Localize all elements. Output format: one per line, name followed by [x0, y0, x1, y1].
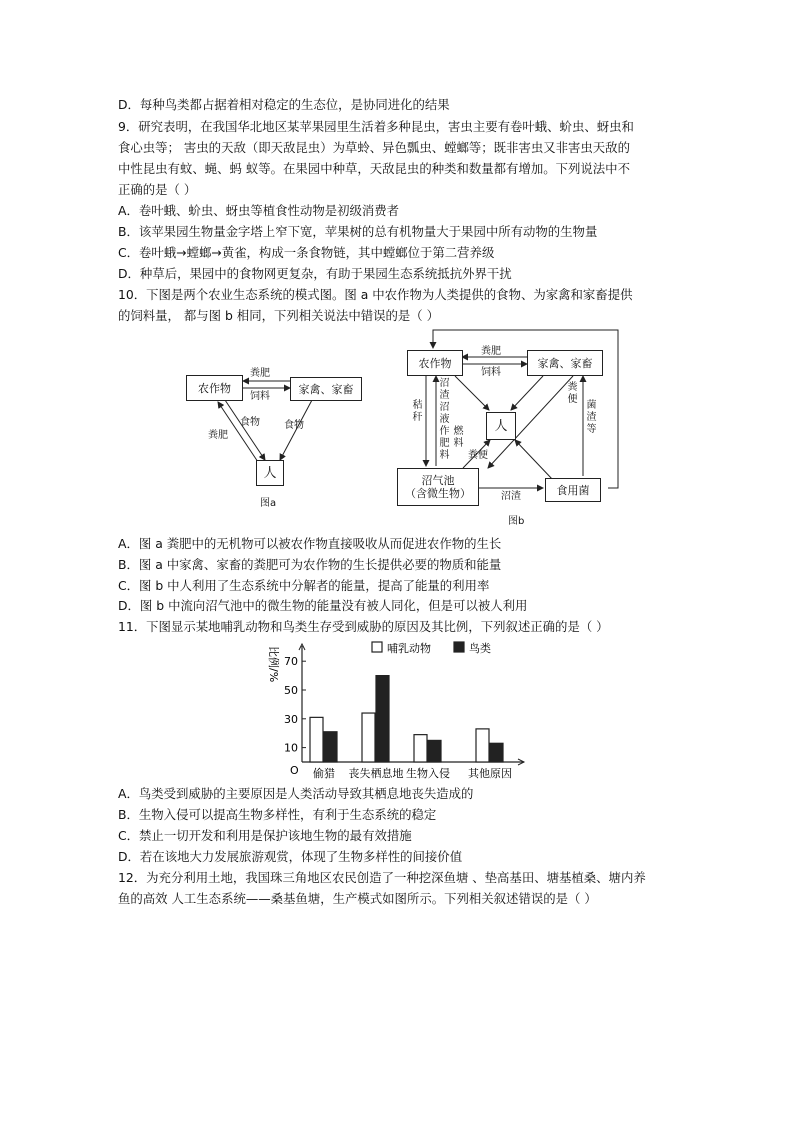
box-biogas [397, 468, 479, 506]
bar-bird [428, 740, 441, 762]
origin-label: O [290, 764, 299, 777]
text-line: 中性昆虫有蚊、蝇、蚂 蚁等。在果园中种草，天敌昆虫的种类和数量都有增加。下列说法中不 [118, 161, 630, 176]
text-line: C．卷叶蛾→螳螂→黄雀，构成一条食物链，其中螳螂位于第二营养级 [118, 245, 495, 260]
text-line: 10．下图是两个农业生态系统的模式图。图 a 中农作物为人类提供的食物、为家禽和家畜提供 [118, 287, 633, 302]
box-human: 人 [256, 460, 284, 486]
text-line: B．生物入侵可以提高生物多样性，有利于生态系统的稳定 [118, 807, 437, 822]
text-line: A．鸟类受到威胁的主要原因是人类活动导致其栖息地丧失造成的 [118, 786, 474, 801]
text-line: C．禁止一切开发和利用是保护该地生物的最有效措施 [118, 828, 412, 843]
box-fungi: 食用菌 [545, 478, 601, 502]
bar-mammal [310, 717, 323, 762]
text-line: A．卷叶蛾、蚧虫、蚜虫等植食性动物是初级消费者 [118, 203, 400, 218]
label-food-left: 食物 [240, 417, 260, 428]
legend-label: 哺乳动物 [387, 642, 431, 655]
biogas-label: 沼气池 [421, 474, 455, 487]
label-feces-right: 粪便 [567, 382, 578, 405]
label-feed: 饲料 [481, 367, 501, 378]
x-tick-label: 其他原因 [468, 767, 512, 780]
label-food-right: 食物 [284, 420, 304, 431]
bar-mammal [414, 735, 427, 762]
box-livestock: 家禽、家畜 [290, 377, 362, 401]
label-straw: 秸秆 [412, 400, 423, 423]
x-tick-label: 丧失栖息地 [348, 767, 404, 780]
caption-b: 图b [508, 516, 525, 527]
biogas-sublabel: （含微生物） [405, 487, 471, 500]
text-line: D．种草后，果园中的食物网更复杂，有助于果园生态系统抵抗外界干扰 [118, 266, 512, 281]
text-line: 12．为充分利用土地，我国珠三角地区农民创造了一种挖深鱼塘 、垫高基田、塘基植桑、塘内养 [118, 870, 646, 885]
legend-swatch [454, 642, 464, 652]
text-line: 鱼的高效 人工生态系统——桑基鱼塘，生产模式如图所示。下列相关叙述错误的是（ ） [118, 891, 597, 906]
label-mushroom-residue: 菌渣等 [586, 400, 597, 435]
text-line: 的饲料量， 都与图 b 相同，下列相关说法中错误的是（ ） [118, 308, 439, 323]
box-crops: 农作物 [186, 375, 243, 401]
bar-bird [376, 676, 389, 762]
x-tick-label: 生物入侵 [406, 767, 450, 780]
text-line: C．图 b 中人利用了生态系统中分解者的能量，提高了能量的利用率 [118, 578, 490, 593]
bar-bird [490, 743, 503, 762]
y-axis-label: 比例/% [267, 646, 280, 683]
label-feed: 饲料 [250, 391, 270, 402]
x-tick-label: 偷猎 [313, 767, 335, 780]
text-line: 11．下图显示某地哺乳动物和鸟类生存受到威胁的原因及其比例，下列叙述正确的是（ ） [118, 619, 609, 634]
y-tick-label: 10 [284, 741, 298, 755]
y-tick-label: 30 [284, 712, 298, 726]
legend-swatch [372, 642, 382, 652]
label-residue-bottom: 沼渣 [501, 491, 521, 502]
text-line: 正确的是（ ） [118, 182, 197, 197]
diagram-a [180, 360, 370, 515]
bar-bird [324, 732, 337, 762]
bar-chart [262, 636, 537, 784]
box-livestock: 家禽、家畜 [527, 350, 603, 376]
label-manure: 粪肥 [481, 346, 501, 357]
label-fuel: 燃料 [453, 426, 464, 449]
text-line: D．每种鸟类都占据着相对稳定的生态位，是协同进化的结果 [118, 97, 450, 112]
text-line: A．图 a 粪肥中的无机物可以被农作物直接吸收从而促进农作物的生长 [118, 536, 502, 551]
text-line: B．图 a 中家禽、家畜的粪肥可为农作物的生长提供必要的物质和能量 [118, 557, 502, 572]
chart-svg [262, 636, 537, 784]
text-line: B．该苹果园生物量金字塔上窄下宽，苹果树的总有机物量大于果园中所有动物的生物量 [118, 224, 598, 239]
caption-a: 图a [260, 498, 277, 509]
bar-mammal [476, 729, 489, 762]
y-tick-label: 70 [284, 655, 298, 669]
text-line: 9．研究表明，在我国华北地区某苹果园里生活着多种昆虫，害虫主要有卷叶蛾、蚧虫、蚜虫和 [118, 119, 634, 134]
label-residue-fertilizer: 沼渣沼液作肥料 [439, 378, 450, 461]
diagram-b [393, 328, 623, 528]
box-crops: 农作物 [407, 350, 463, 376]
bar-mammal [362, 713, 375, 762]
legend-label: 鸟类 [469, 642, 491, 655]
box-human: 人 [486, 412, 516, 440]
label-manure-left: 粪肥 [208, 430, 228, 441]
text-line: D．图 b 中流向沼气池中的微生物的能量没有被人同化，但是可以被人利用 [118, 598, 528, 613]
label-manure: 粪肥 [250, 368, 270, 379]
text-line: D．若在该地大力发展旅游观赏，体现了生物多样性的间接价值 [118, 849, 463, 864]
text-line: 食心虫等； 害虫的天敌（即天敌昆虫）为草蛉、异色瓢虫、螳螂等；既非害虫又非害虫天敌的 [118, 140, 630, 155]
y-tick-label: 50 [284, 684, 298, 697]
label-feces-left: 粪便 [468, 450, 488, 461]
